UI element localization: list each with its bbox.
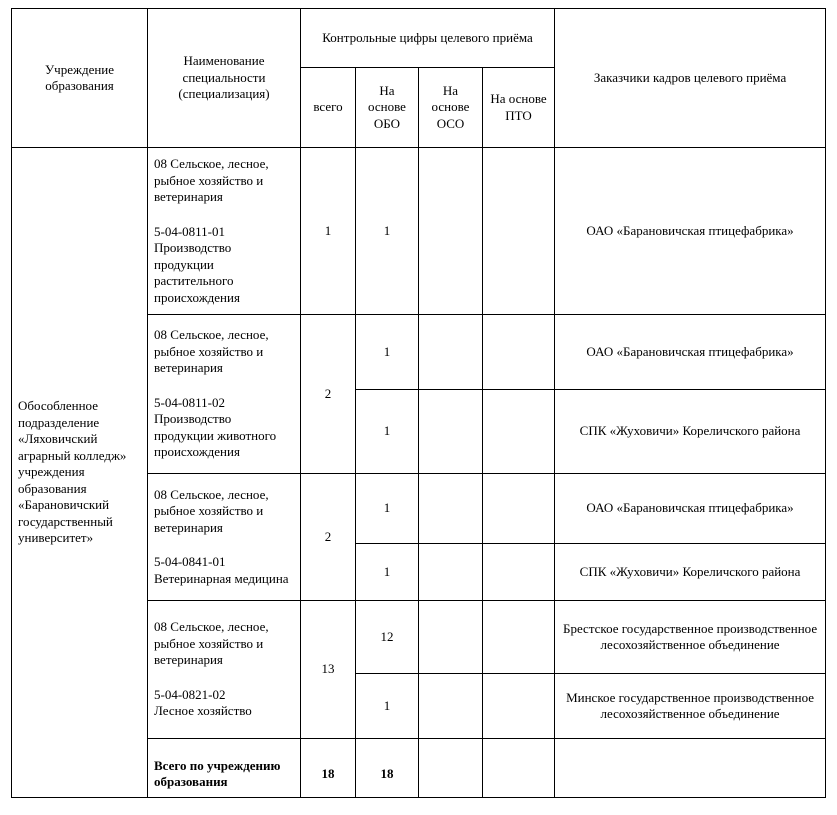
specialty-name: Ветеринарная медицина bbox=[154, 570, 289, 586]
oso-cell bbox=[419, 474, 483, 544]
totals-obo: 18 bbox=[356, 739, 419, 798]
customer-cell: Брестское государственное производственное лесохозяйственное объединение bbox=[555, 601, 826, 674]
header-total: всего bbox=[301, 68, 356, 148]
header-pto: На основе ПТО bbox=[483, 68, 555, 148]
totals-total: 18 bbox=[301, 739, 356, 798]
customer-cell: ОАО «Барановичская птицефабрика» bbox=[555, 315, 826, 390]
totals-oso bbox=[419, 739, 483, 798]
specialty-cell bbox=[148, 315, 301, 474]
specialty-cell bbox=[148, 601, 301, 739]
specialty-code: 5-04-0811-01 bbox=[154, 223, 226, 239]
pto-cell bbox=[483, 674, 555, 739]
specialty-area: 08 Сельское, лесное, рыбное хозяйство и ветеринария bbox=[154, 156, 269, 204]
specialty-name: Лесное хозяйство bbox=[154, 703, 252, 719]
specialty-cell bbox=[148, 148, 301, 315]
specialty-code: 5-04-0841-01 bbox=[154, 554, 226, 570]
customer-cell: ОАО «Барановичская птицефабрика» bbox=[555, 148, 826, 315]
obo-cell: 1 bbox=[356, 390, 419, 474]
pto-cell bbox=[483, 390, 555, 474]
obo-cell: 1 bbox=[356, 544, 419, 601]
header-obo: На основе ОБО bbox=[356, 68, 419, 148]
customer-cell: СПК «Жуховичи» Кореличского района bbox=[555, 544, 826, 601]
header-customers: Заказчики кадров целевого приёма bbox=[555, 9, 826, 148]
specialty-name: Производство продукции растительного происхождения bbox=[154, 240, 240, 305]
header-control-figures: Контрольные цифры целевого приёма bbox=[301, 9, 555, 68]
header-oso: На основе ОСО bbox=[419, 68, 483, 148]
oso-cell bbox=[419, 148, 483, 315]
specialty-code: 5-04-0821-02 bbox=[154, 686, 226, 702]
totals-customer bbox=[555, 739, 826, 798]
specialty-area: 08 Сельское, лесное, рыбное хозяйство и ветеринария bbox=[154, 486, 269, 535]
total-cell: 2 bbox=[301, 315, 356, 474]
obo-cell: 1 bbox=[356, 148, 419, 315]
obo-cell: 1 bbox=[356, 315, 419, 390]
obo-cell: 1 bbox=[356, 474, 419, 544]
header-row-1 bbox=[12, 9, 826, 68]
oso-cell bbox=[419, 390, 483, 474]
pto-cell bbox=[483, 315, 555, 390]
oso-cell bbox=[419, 544, 483, 601]
obo-cell: 1 bbox=[356, 674, 419, 739]
total-cell: 1 bbox=[301, 148, 356, 315]
specialty-code: 5-04-0811-02 bbox=[154, 394, 226, 410]
totals-pto bbox=[483, 739, 555, 798]
specialty-name: Производство продукции животного происхождения bbox=[154, 411, 277, 460]
customer-cell: СПК «Жуховичи» Кореличского района bbox=[555, 390, 826, 474]
totals-label: Всего по учреждению образования bbox=[148, 739, 301, 798]
obo-cell: 12 bbox=[356, 601, 419, 674]
total-cell: 2 bbox=[301, 474, 356, 601]
oso-cell bbox=[419, 674, 483, 739]
specialty-area: 08 Сельское, лесное, рыбное хозяйство и ветеринария bbox=[154, 327, 269, 376]
oso-cell bbox=[419, 601, 483, 674]
specialty-area: 08 Сельское, лесное, рыбное хозяйство и ветеринария bbox=[154, 619, 269, 668]
institution-name: Обособленное подразделение «Ляховичский аграрный колледж» учреждения образования «Барановичский государственный университет» bbox=[12, 148, 148, 798]
pto-cell bbox=[483, 474, 555, 544]
pto-cell bbox=[483, 601, 555, 674]
target-admission-table bbox=[11, 8, 826, 798]
table-row bbox=[12, 148, 826, 315]
specialty-cell bbox=[148, 474, 301, 601]
customer-cell: Минское государственное производственное лесохозяйственное объединение bbox=[555, 674, 826, 739]
header-specialty: Наименование специальности (специализация) bbox=[148, 9, 301, 148]
header-institution: Учреждение образования bbox=[12, 9, 148, 148]
pto-cell bbox=[483, 148, 555, 315]
pto-cell bbox=[483, 544, 555, 601]
oso-cell bbox=[419, 315, 483, 390]
customer-cell: ОАО «Барановичская птицефабрика» bbox=[555, 474, 826, 544]
total-cell: 13 bbox=[301, 601, 356, 739]
